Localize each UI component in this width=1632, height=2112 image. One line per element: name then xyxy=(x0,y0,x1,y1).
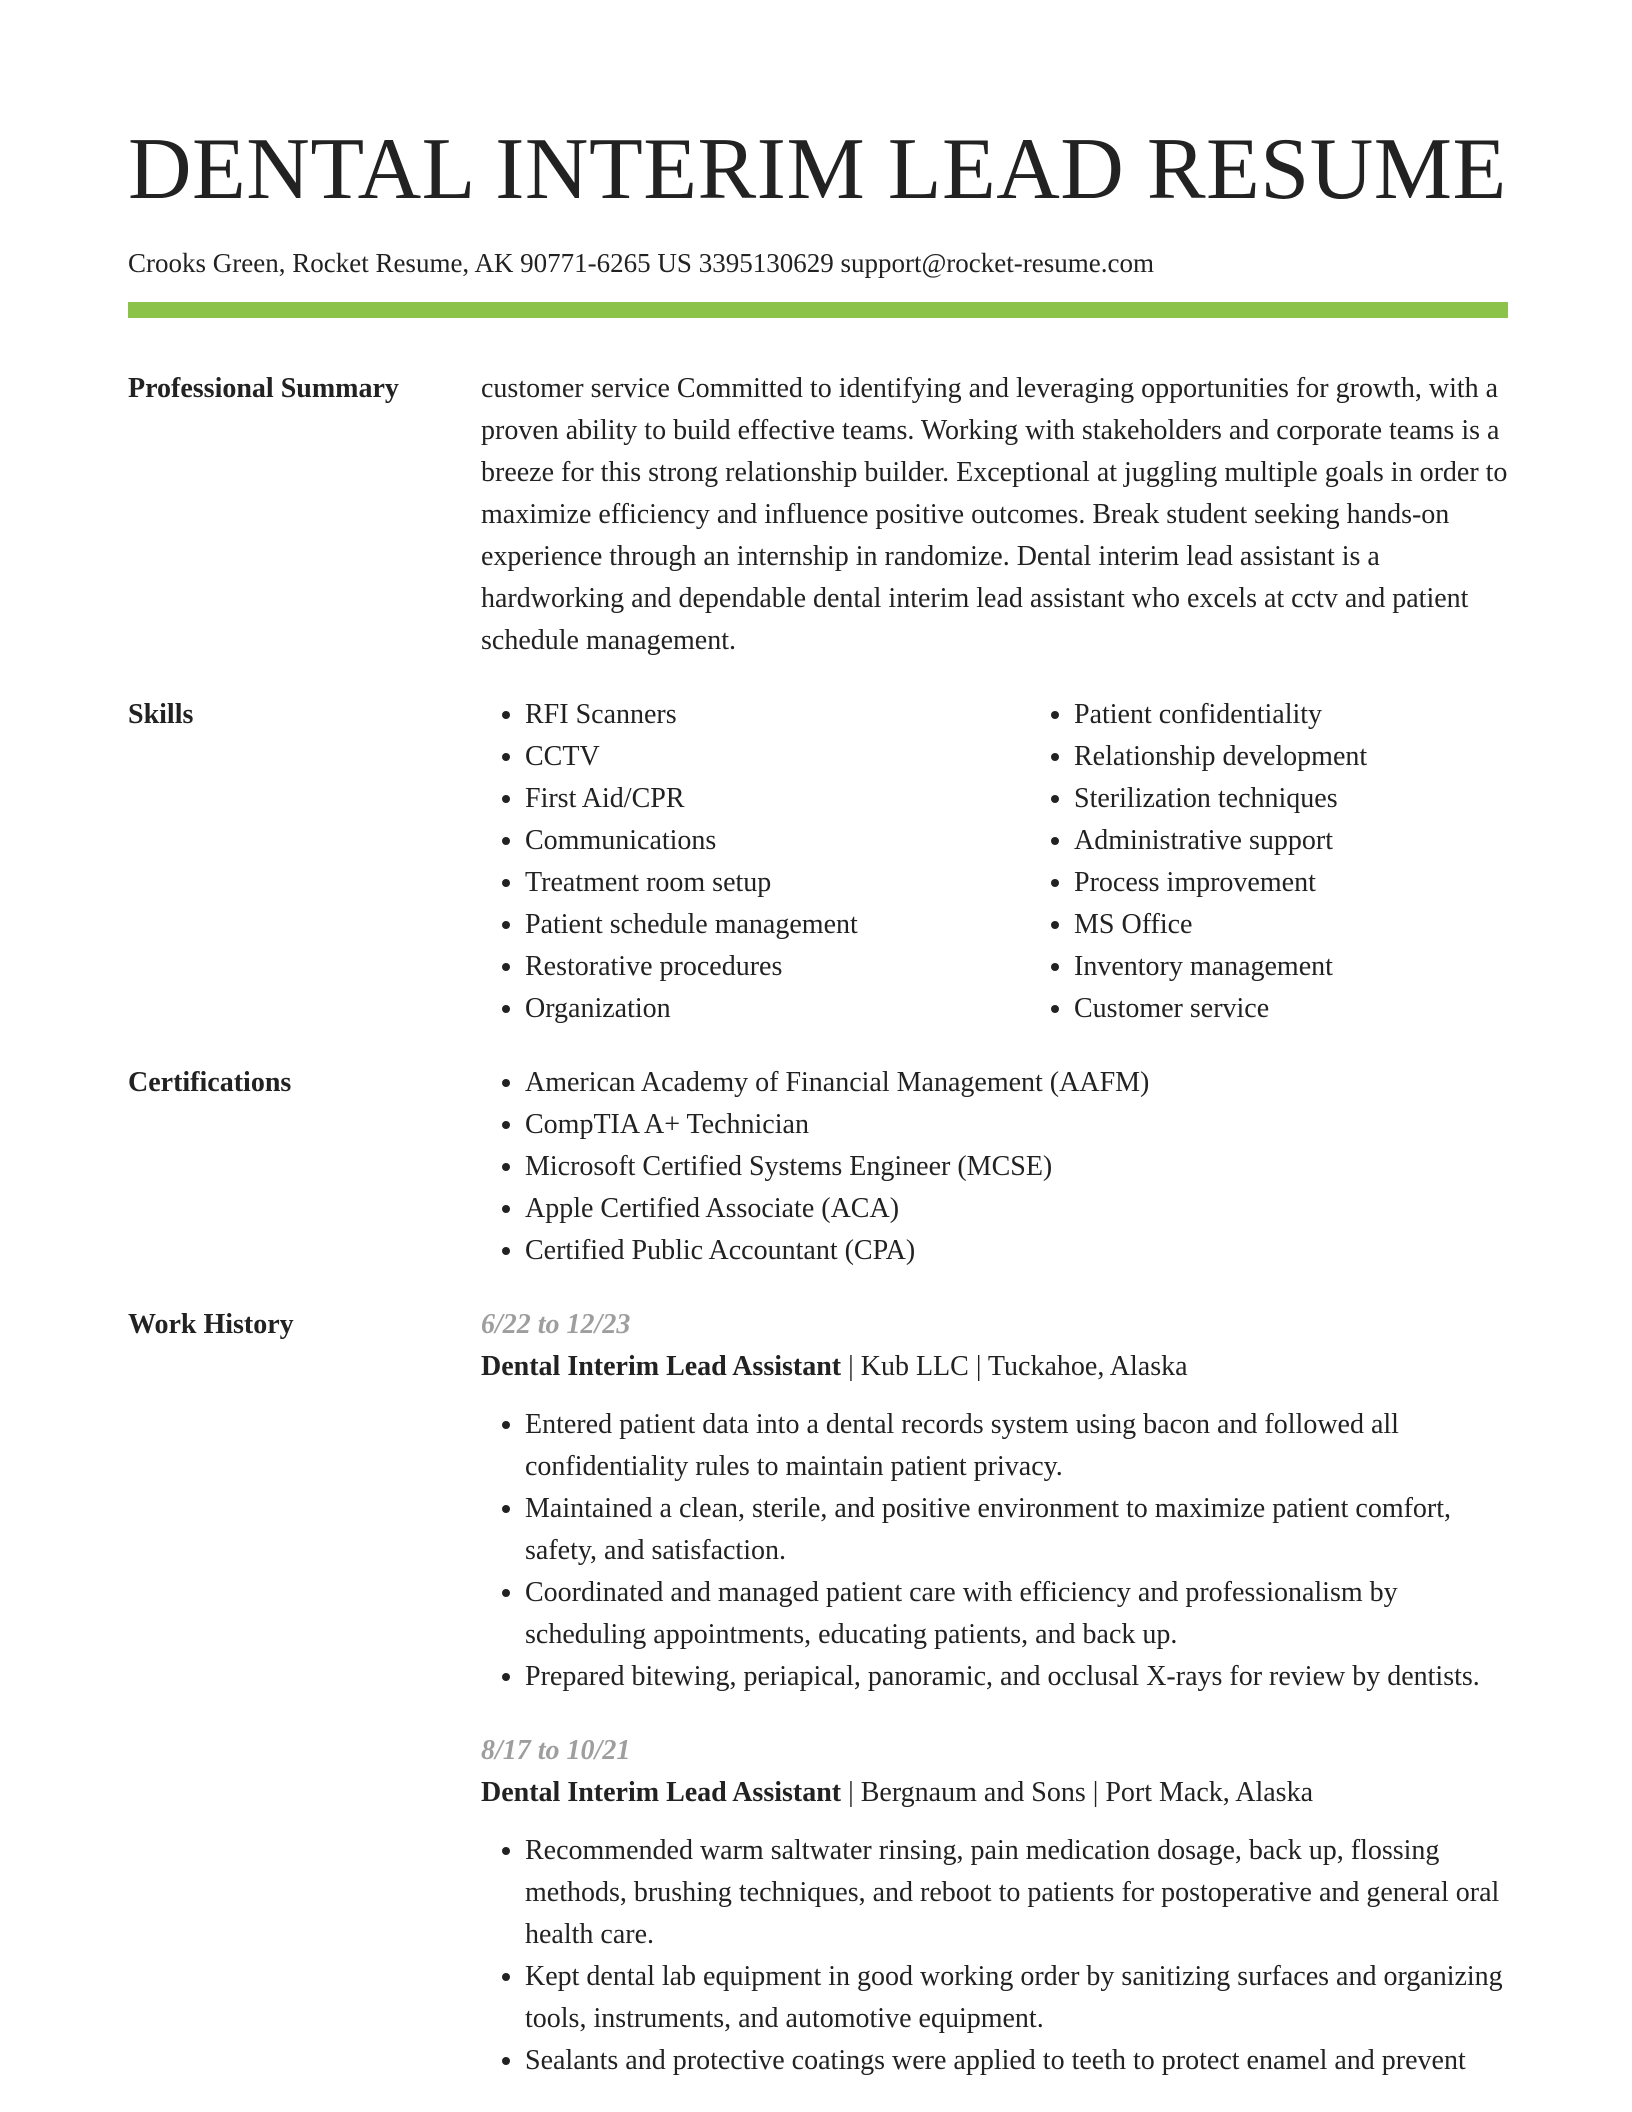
skill-item: • Organization xyxy=(525,988,1030,1030)
job-company-location: | Bergnaum and Sons | Port Mack, Alaska xyxy=(841,1777,1313,1808)
job-bullet: • Recommended warm saltwater rinsing, pain medication dosage, back up, flossing methods, brushing techniques, and reboot to patients for postoperative and general oral health care. xyxy=(525,1830,1508,1956)
certifications-body xyxy=(481,1062,1508,1272)
job-bullets xyxy=(481,1404,1508,1698)
job-bullet: • Coordinated and managed patient care with efficiency and professionalism by scheduling appointments, educating patients, and back up. xyxy=(525,1572,1508,1656)
job-bullet: • Kept dental lab equipment in good working order by sanitizing surfaces and organizing tools, instruments, and automotive equipment. xyxy=(525,1956,1508,2040)
work-history-section xyxy=(128,1304,1508,2082)
contact-info: Crooks Green, Rocket Resume, AK 90771-6265 US 3395130629 support@rocket-resume.com xyxy=(128,248,1154,278)
skill-item: • Administrative support xyxy=(1074,820,1579,862)
certification-item: • CompTIA A+ Technician xyxy=(525,1104,1508,1146)
certifications-section xyxy=(128,1062,1508,1272)
skill-item: • RFI Scanners xyxy=(525,694,1030,736)
job-heading xyxy=(481,1772,1508,1814)
skill-item: • Communications xyxy=(525,820,1030,862)
section-label-certifications: Certifications xyxy=(128,1067,292,1098)
job-bullet: • Sealants and protective coatings were applied to teeth to protect enamel and prevent xyxy=(525,2040,1508,2082)
job-entry xyxy=(481,1304,1508,1698)
skill-item: • Patient schedule management xyxy=(525,904,1030,946)
skill-item: • CCTV xyxy=(525,736,1030,778)
resume-page xyxy=(128,0,1508,2082)
certification-item: • Certified Public Accountant (CPA) xyxy=(525,1230,1508,1272)
job-bullets xyxy=(481,1830,1508,2082)
job-dates: 6/22 to 12/23 xyxy=(481,1309,631,1340)
job-dates: 8/17 to 10/21 xyxy=(481,1735,631,1766)
skills-list-left xyxy=(481,694,1030,1030)
certification-item: • Microsoft Certified Systems Engineer (MCSE) xyxy=(525,1146,1508,1188)
job-bullet: • Entered patient data into a dental records system using bacon and followed all confidentiality rules to maintain patient privacy. xyxy=(525,1404,1508,1488)
certifications-list xyxy=(481,1062,1508,1272)
skills-list-right xyxy=(1030,694,1579,1030)
job-bullet: • Maintained a clean, sterile, and positive environment to maximize patient comfort, safety, and satisfaction. xyxy=(525,1488,1508,1572)
skill-item: • Inventory management xyxy=(1074,946,1579,988)
section-label-work-history: Work History xyxy=(128,1309,294,1340)
certification-item: • American Academy of Financial Management (AAFM) xyxy=(525,1062,1508,1104)
certification-item: • Apple Certified Associate (ACA) xyxy=(525,1188,1508,1230)
skill-item: • MS Office xyxy=(1074,904,1579,946)
page-title: DENTAL INTERIM LEAD RESUME xyxy=(128,121,1507,218)
professional-summary-section xyxy=(128,368,1508,662)
skill-item: • Relationship development xyxy=(1074,736,1579,778)
skill-item: • First Aid/CPR xyxy=(525,778,1030,820)
section-label-skills: Skills xyxy=(128,699,194,730)
job-heading xyxy=(481,1346,1508,1388)
section-label-summary: Professional Summary xyxy=(128,373,399,404)
skill-item: • Customer service xyxy=(1074,988,1579,1030)
skill-item: • Sterilization techniques xyxy=(1074,778,1579,820)
job-entry xyxy=(481,1730,1508,2082)
skills-columns xyxy=(481,694,1579,1030)
summary-text: customer service Committed to identifying and leveraging opportunities for growth, with a proven ability to build effective teams. Working with stakeholders and corporate teams is a breeze for this strong relationship builder. Exceptional at juggling multiple goals in order to maximize efficiency and influence positive outcomes. Break student seeking hands-on experience through an internship in randomize. Dental interim lead assistant is a hardworking and dependable dental interim lead assistant who excels at cctv and patient schedule management. xyxy=(481,373,1508,656)
job-title: Dental Interim Lead Assistant xyxy=(481,1351,842,1382)
skill-item: • Treatment room setup xyxy=(525,862,1030,904)
skill-item: • Patient confidentiality xyxy=(1074,694,1579,736)
job-title: Dental Interim Lead Assistant xyxy=(481,1777,842,1808)
job-company-location: | Kub LLC | Tuckahoe, Alaska xyxy=(841,1351,1188,1382)
skill-item: • Process improvement xyxy=(1074,862,1579,904)
skills-section xyxy=(128,694,1508,1030)
skill-item: • Restorative procedures xyxy=(525,946,1030,988)
job-bullet: • Prepared bitewing, periapical, panoramic, and occlusal X-rays for review by dentists. xyxy=(525,1656,1508,1698)
work-history-body xyxy=(481,1304,1508,2082)
accent-divider xyxy=(128,302,1508,318)
